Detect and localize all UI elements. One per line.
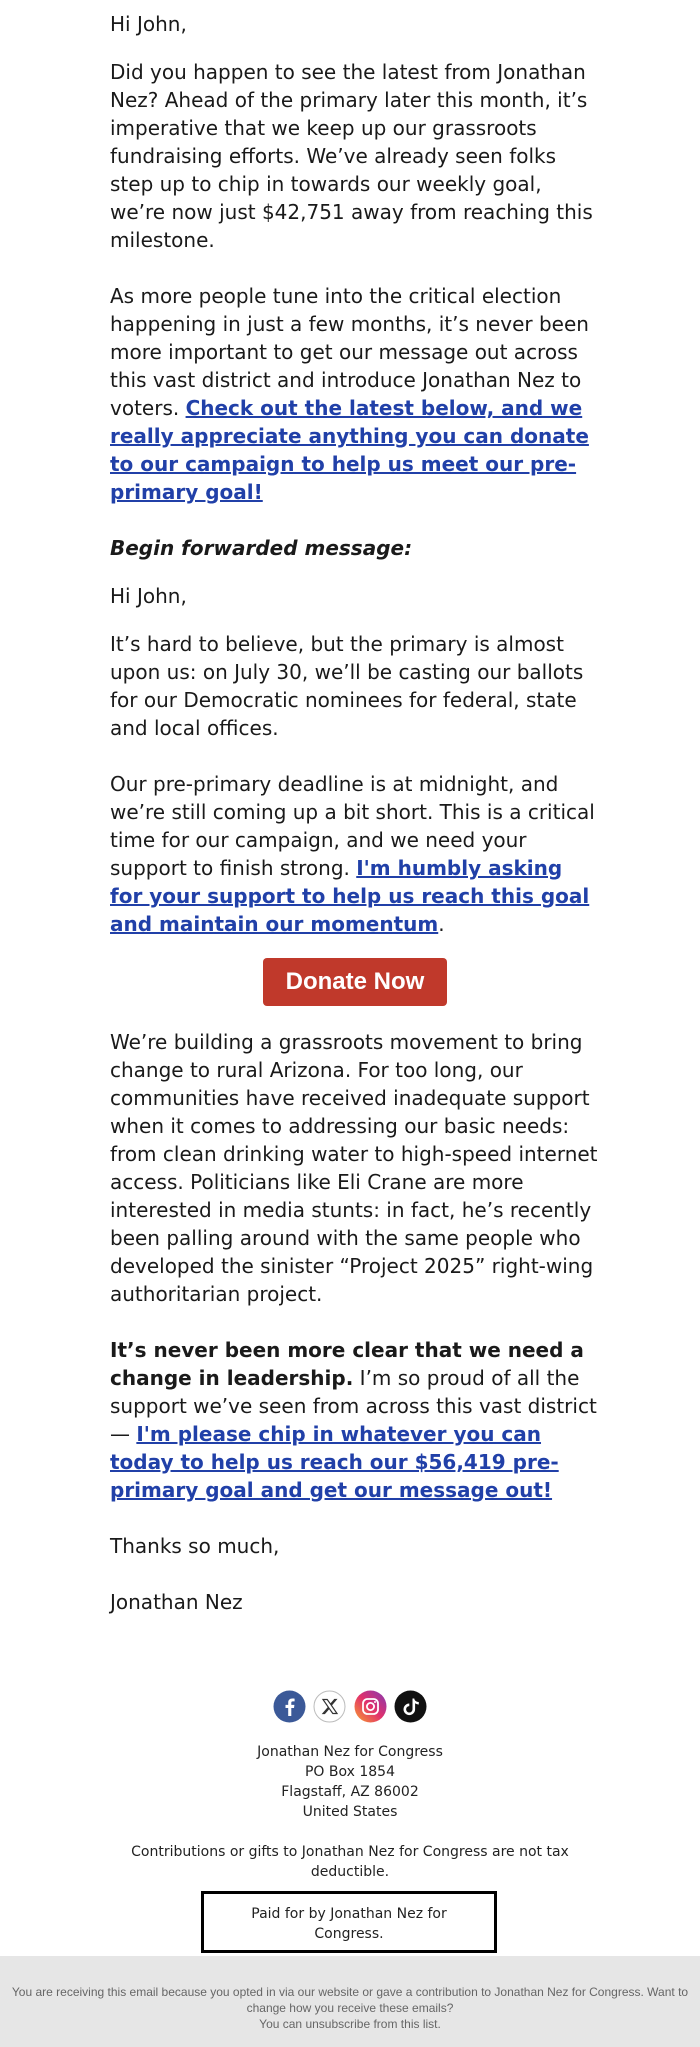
x-icon[interactable] (313, 1690, 346, 1723)
address-po: PO Box 1854 (304, 1764, 395, 1780)
donate-now-button[interactable]: Donate Now (263, 958, 447, 1006)
mailing-address (0, 1742, 700, 1822)
footer-notice: You are receiving this email because you opted in via our website or gave a contribution to Jonathan Nez for Congress. Want to change how you receive these emails? (11, 1985, 689, 2015)
paid-for-box: Paid for by Jonathan Nez for Congress. (201, 1891, 497, 1953)
signoff: Thanks so much, (110, 1534, 280, 1558)
leadership-text: I’m so proud of all the support we’ve seen from across this vast district — (110, 1366, 597, 1446)
address-org: Jonathan Nez for Congress (257, 1744, 443, 1760)
tiktok-icon[interactable] (394, 1690, 427, 1723)
deadline-paragraph (110, 770, 600, 938)
email-footer (0, 1956, 700, 2047)
social-links (0, 1690, 700, 1724)
signature: Jonathan Nez (110, 1590, 243, 1614)
address-city: Flagstaff, AZ 86002 (281, 1784, 419, 1800)
leadership-paragraph (110, 1336, 600, 1504)
deadline-period: . (438, 912, 445, 936)
donate-link-1[interactable]: Check out the latest below, and we really appreciate anything you can donate to our campaign to help us meet our pre-primary goal! (110, 396, 589, 504)
email-body (110, 0, 600, 1616)
donate-link-3[interactable]: I'm please chip in whatever you can today to help us reach our $56,419 pre-primary goal and get our message out! (110, 1422, 559, 1502)
unsubscribe-text[interactable]: You can unsubscribe from this list. (259, 2017, 441, 2031)
greeting-forwarded: Hi John, (110, 584, 187, 608)
leadership-bold: It’s never been more clear that we need a change in leadership. (110, 1338, 584, 1390)
tax-disclaimer: Contributions or gifts to Jonathan Nez for Congress are not tax deductible. (131, 1844, 569, 1880)
election-paragraph (110, 282, 600, 506)
movement-paragraph: We’re building a grassroots movement to bring change to rural Arizona. For too long, our communities have received inadequate support when it comes to addressing our basic needs: from clean drinking water to high-speed internet access. Politicians like Eli Crane are more interested in media stunts: in fact, he’s recently been palling around with the same people who developed the sinister “Project 2025” right-wing authoritarian project. (110, 1030, 598, 1306)
instagram-icon[interactable] (354, 1690, 387, 1723)
donate-link-2[interactable]: I'm humbly asking for your support to help us reach this goal and maintain our momentum (110, 856, 590, 936)
election-text: As more people tune into the critical election happening in just a few months, it’s never been more important to get our message out across this vast district and introduce Jonathan Nez to voters. (110, 284, 589, 420)
forwarded-header: Begin forwarded message: (110, 536, 413, 560)
primary-paragraph: It’s hard to believe, but the primary is almost upon us: on July 30, we’ll be casting our ballots for our Democratic nominees for federal, state and local offices. (110, 632, 584, 740)
deadline-text: Our pre-primary deadline is at midnight, and we’re still coming up a bit short. This is a critical time for our campaign, and we need your support to finish strong. (110, 772, 595, 880)
facebook-icon[interactable] (273, 1690, 306, 1723)
greeting: Hi John, (110, 12, 187, 36)
address-country: United States (302, 1804, 398, 1820)
donate-button-wrap (110, 958, 600, 1006)
intro-paragraph: Did you happen to see the latest from Jonathan Nez? Ahead of the primary later this month, it’s imperative that we keep up our grassroots fundraising efforts. We’ve already seen folks step up to chip in towards our weekly goal, we’re now just $42,751 away from reaching this milestone. (110, 60, 593, 252)
